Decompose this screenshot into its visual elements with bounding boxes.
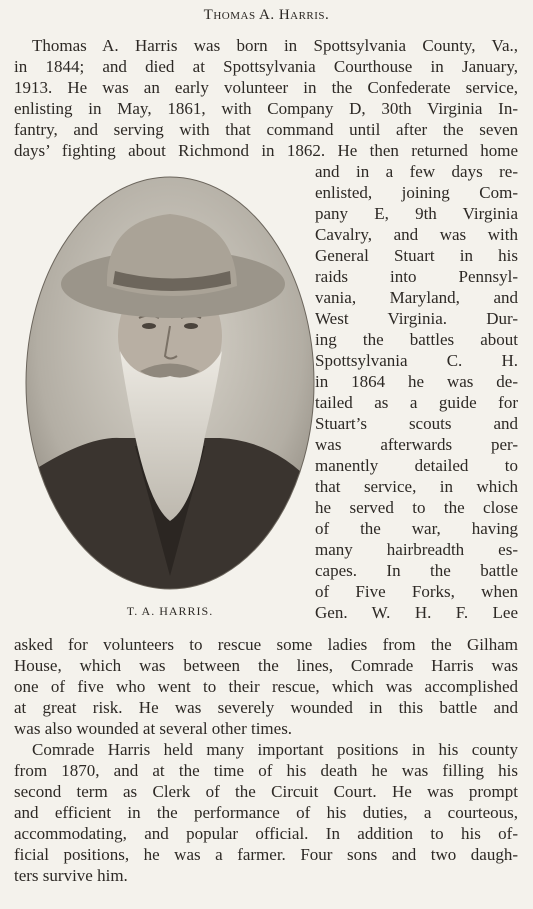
text-line: enlisted, joining Com- bbox=[315, 183, 518, 202]
article-title: Thomas A. Harris. bbox=[203, 7, 330, 23]
text-line: one of five who went to their rescue, which was accomplished bbox=[14, 677, 518, 696]
text-line: 1913. He was an early volunteer in the Confederate service, bbox=[14, 78, 518, 97]
text-line: accommodating, and popular official. In addition to his of- bbox=[14, 824, 518, 843]
text-line: of the war, having bbox=[315, 519, 518, 538]
text-line: tailed as a guide for bbox=[315, 393, 518, 412]
text-line: days’ fighting about Richmond in 1862. He then returned home bbox=[14, 141, 518, 160]
text-line: of Five Forks, when bbox=[315, 582, 518, 601]
text-line: Spottsylvania C. H. bbox=[315, 351, 518, 370]
text-line: capes. In the battle bbox=[315, 561, 518, 580]
text-line: manently detailed to bbox=[315, 456, 518, 475]
text-line: ters survive him. bbox=[14, 866, 128, 885]
text-line: Comrade Harris held many important positions in his county bbox=[32, 740, 518, 759]
text-line: ing the battles about bbox=[315, 330, 518, 349]
text-line: that service, in which bbox=[315, 477, 518, 496]
text-line: Gen. W. H. F. Lee bbox=[315, 603, 518, 622]
text-line: pany E, 9th Virginia bbox=[315, 204, 518, 223]
text-line: at great risk. He was severely wounded in this battle and bbox=[14, 698, 518, 717]
text-line: Cavalry, and was with bbox=[315, 225, 518, 244]
text-line: raids into Pennsyl- bbox=[315, 267, 518, 286]
text-line: General Stuart in his bbox=[315, 246, 518, 265]
text-line: he served to the close bbox=[315, 498, 518, 517]
text-line: West Virginia. Dur- bbox=[315, 309, 518, 328]
text-line: was also wounded at several other times. bbox=[14, 719, 293, 738]
text-line: in 1844; and died at Spottsylvania Courthouse in January, bbox=[14, 57, 518, 76]
text-line: fantry, and serving with that command until after the seven bbox=[14, 120, 518, 139]
text-line: Thomas A. Harris was born in Spottsylvania County, Va., bbox=[32, 36, 518, 55]
text-line: and in a few days re- bbox=[315, 162, 518, 181]
text-line: in 1864 he was de- bbox=[315, 372, 518, 391]
text-line: and efficient in the performance of his duties, a courteous, bbox=[14, 803, 518, 822]
text-line: Stuart’s scouts and bbox=[315, 414, 518, 433]
text-line: enlisting in May, 1861, with Company D, 30th Virginia In- bbox=[14, 99, 518, 118]
text-line: second term as Clerk of the Circuit Court. He was prompt bbox=[14, 782, 518, 801]
text-line: from 1870, and at the time of his death he was filling his bbox=[14, 761, 518, 780]
text-line: many hairbreadth es- bbox=[315, 540, 518, 559]
portrait-photo bbox=[25, 176, 315, 590]
portrait-caption: T. A. HARRIS. bbox=[126, 604, 214, 618]
text-line: vania, Maryland, and bbox=[315, 288, 518, 307]
text-line: ficial positions, he was a farmer. Four sons and two daugh- bbox=[14, 845, 518, 864]
text-line: House, which was between the lines, Comrade Harris was bbox=[14, 656, 518, 675]
text-line: was afterwards per- bbox=[315, 435, 518, 454]
text-line: asked for volunteers to rescue some ladies from the Gilham bbox=[14, 635, 518, 654]
